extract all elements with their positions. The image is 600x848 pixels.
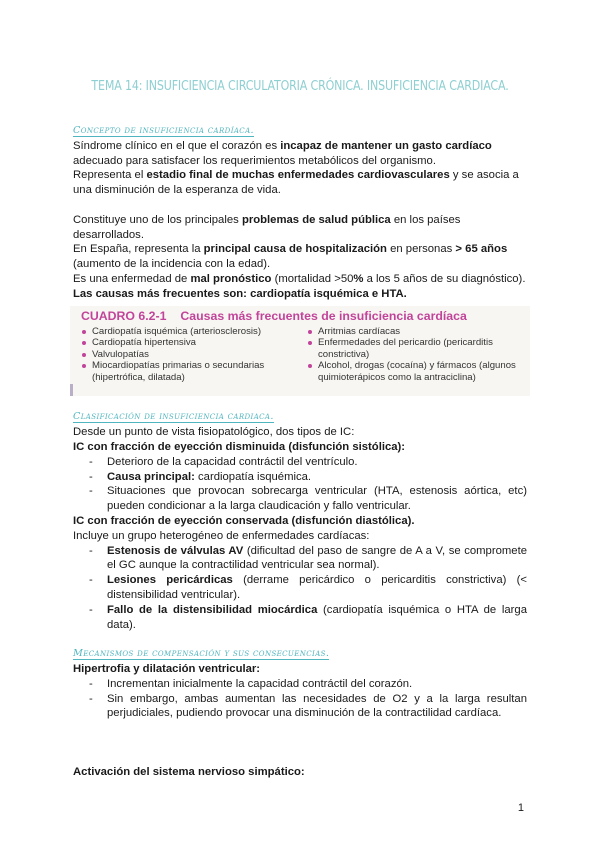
page-title: TEMA 14: INSUFICIENCIA CIRCULATORIA CRÓNICA. INSUFICIENCIA CARDIACA. (91, 78, 509, 94)
paragraph: Representa el estadio final de muchas enfermedades cardiovasculares y se asocia a una disminución de la esperanza de vida. (73, 169, 519, 197)
causes-table (70, 306, 530, 396)
list-item: - Deterioro de la capacidad contráctil del ventrículo. (107, 455, 527, 470)
table-item: Valvulopatías (81, 349, 299, 361)
section-heading-mecanismos: Mecanismos de compensación y sus consecuencias. (73, 648, 330, 660)
subheading: IC con fracción de eyección disminuida (disfunción sistólica): (73, 440, 406, 453)
list-hipertrofia (73, 677, 527, 721)
list-item: - Fallo de la distensibilidad miocárdica (cardiopatía isquémica o HTA de larga data). (107, 603, 527, 633)
section-heading-clasificacion: Clasificación de insuficiencia cardiaca. (73, 411, 274, 423)
table-heading (81, 309, 467, 324)
list-item: - Estenosis de válvulas AV (dificultad del paso de sangre de A a V, se compromete el GC aunque la contractilidad ventricular sea normal). (107, 544, 527, 574)
table-item: Cardiopatía isquémica (arteriosclerosis) (81, 326, 299, 338)
list-item: - Lesiones pericárdicas (derrame pericárdico o pericarditis constrictiva) (< distensibilidad ventricular). (107, 573, 527, 603)
page-number: 1 (517, 802, 524, 814)
table-title: Causas más frecuentes de insuficiencia cardíaca (180, 308, 467, 323)
list-item: - Sin embargo, ambas aumentan las necesidades de O2 y a la larga resultan perjudiciales, pudiendo provocar una disminución de la contractilidad cardíaca. (107, 692, 527, 722)
table-edge-mark (70, 384, 73, 396)
paragraph-bold: Las causas más frecuentes son: cardiopatía isquémica e HTA. (73, 287, 407, 300)
subheading: Hipertrofia y dilatación ventricular: (73, 662, 261, 675)
subheading: Activación del sistema nervioso simpático: (73, 766, 305, 779)
list-item: - Incrementan inicialmente la capacidad contráctil del corazón. (107, 677, 527, 692)
table-item: Arritmias cardíacas (307, 326, 525, 338)
paragraph: Es una enfermedad de mal pronóstico (mortalidad >50% a los 5 años de su diagnóstico). (73, 272, 526, 285)
subheading: IC con fracción de eyección conservada (disfunción diastólica). (73, 514, 415, 527)
paragraph: Desde un punto de vista fisiopatológico, dos tipos de IC: (73, 426, 355, 439)
list-sistolica (73, 455, 527, 514)
table-column-right (307, 326, 525, 384)
list-diastolica (73, 544, 527, 633)
list-item: - Situaciones que provocan sobrecarga ventricular (HTA, estenosis aórtica, etc) pueden condicionar a la larga claudicación y fallo ventricular. (107, 484, 527, 514)
table-column-left (81, 326, 299, 384)
table-item: Cardiopatía hipertensiva (81, 337, 299, 349)
list-item: - Causa principal: cardiopatía isquémica. (107, 470, 527, 485)
table-item: Alcohol, drogas (cocaína) y fármacos (algunos quimioterápicos como la antraciclina) (307, 360, 525, 383)
paragraph: Constituye uno de los principales problemas de salud pública en los países desarrollados. (73, 213, 461, 241)
document-body (73, 124, 527, 780)
paragraph: Síndrome clínico en el que el corazón es incapaz de mantener un gasto cardíaco adecuado para satisfacer los requerimientos metabólicos del organismo. (73, 139, 492, 167)
section-heading-concepto: Concepto de insuficiencia cardíaca. (73, 125, 254, 136)
paragraph: En España, representa la principal causa de hospitalización en personas > 65 años (aumento de la incidencia con la edad). (73, 243, 508, 271)
table-item: Enfermedades del pericardio (pericarditis constrictiva) (307, 337, 525, 360)
table-item: Miocardiopatías primarias o secundarias (hipertrófica, dilatada) (81, 360, 299, 383)
table-label: CUADRO 6.2-1 (81, 308, 167, 323)
paragraph: Incluye un grupo heterogéneo de enfermedades cardíacas: (73, 529, 370, 542)
